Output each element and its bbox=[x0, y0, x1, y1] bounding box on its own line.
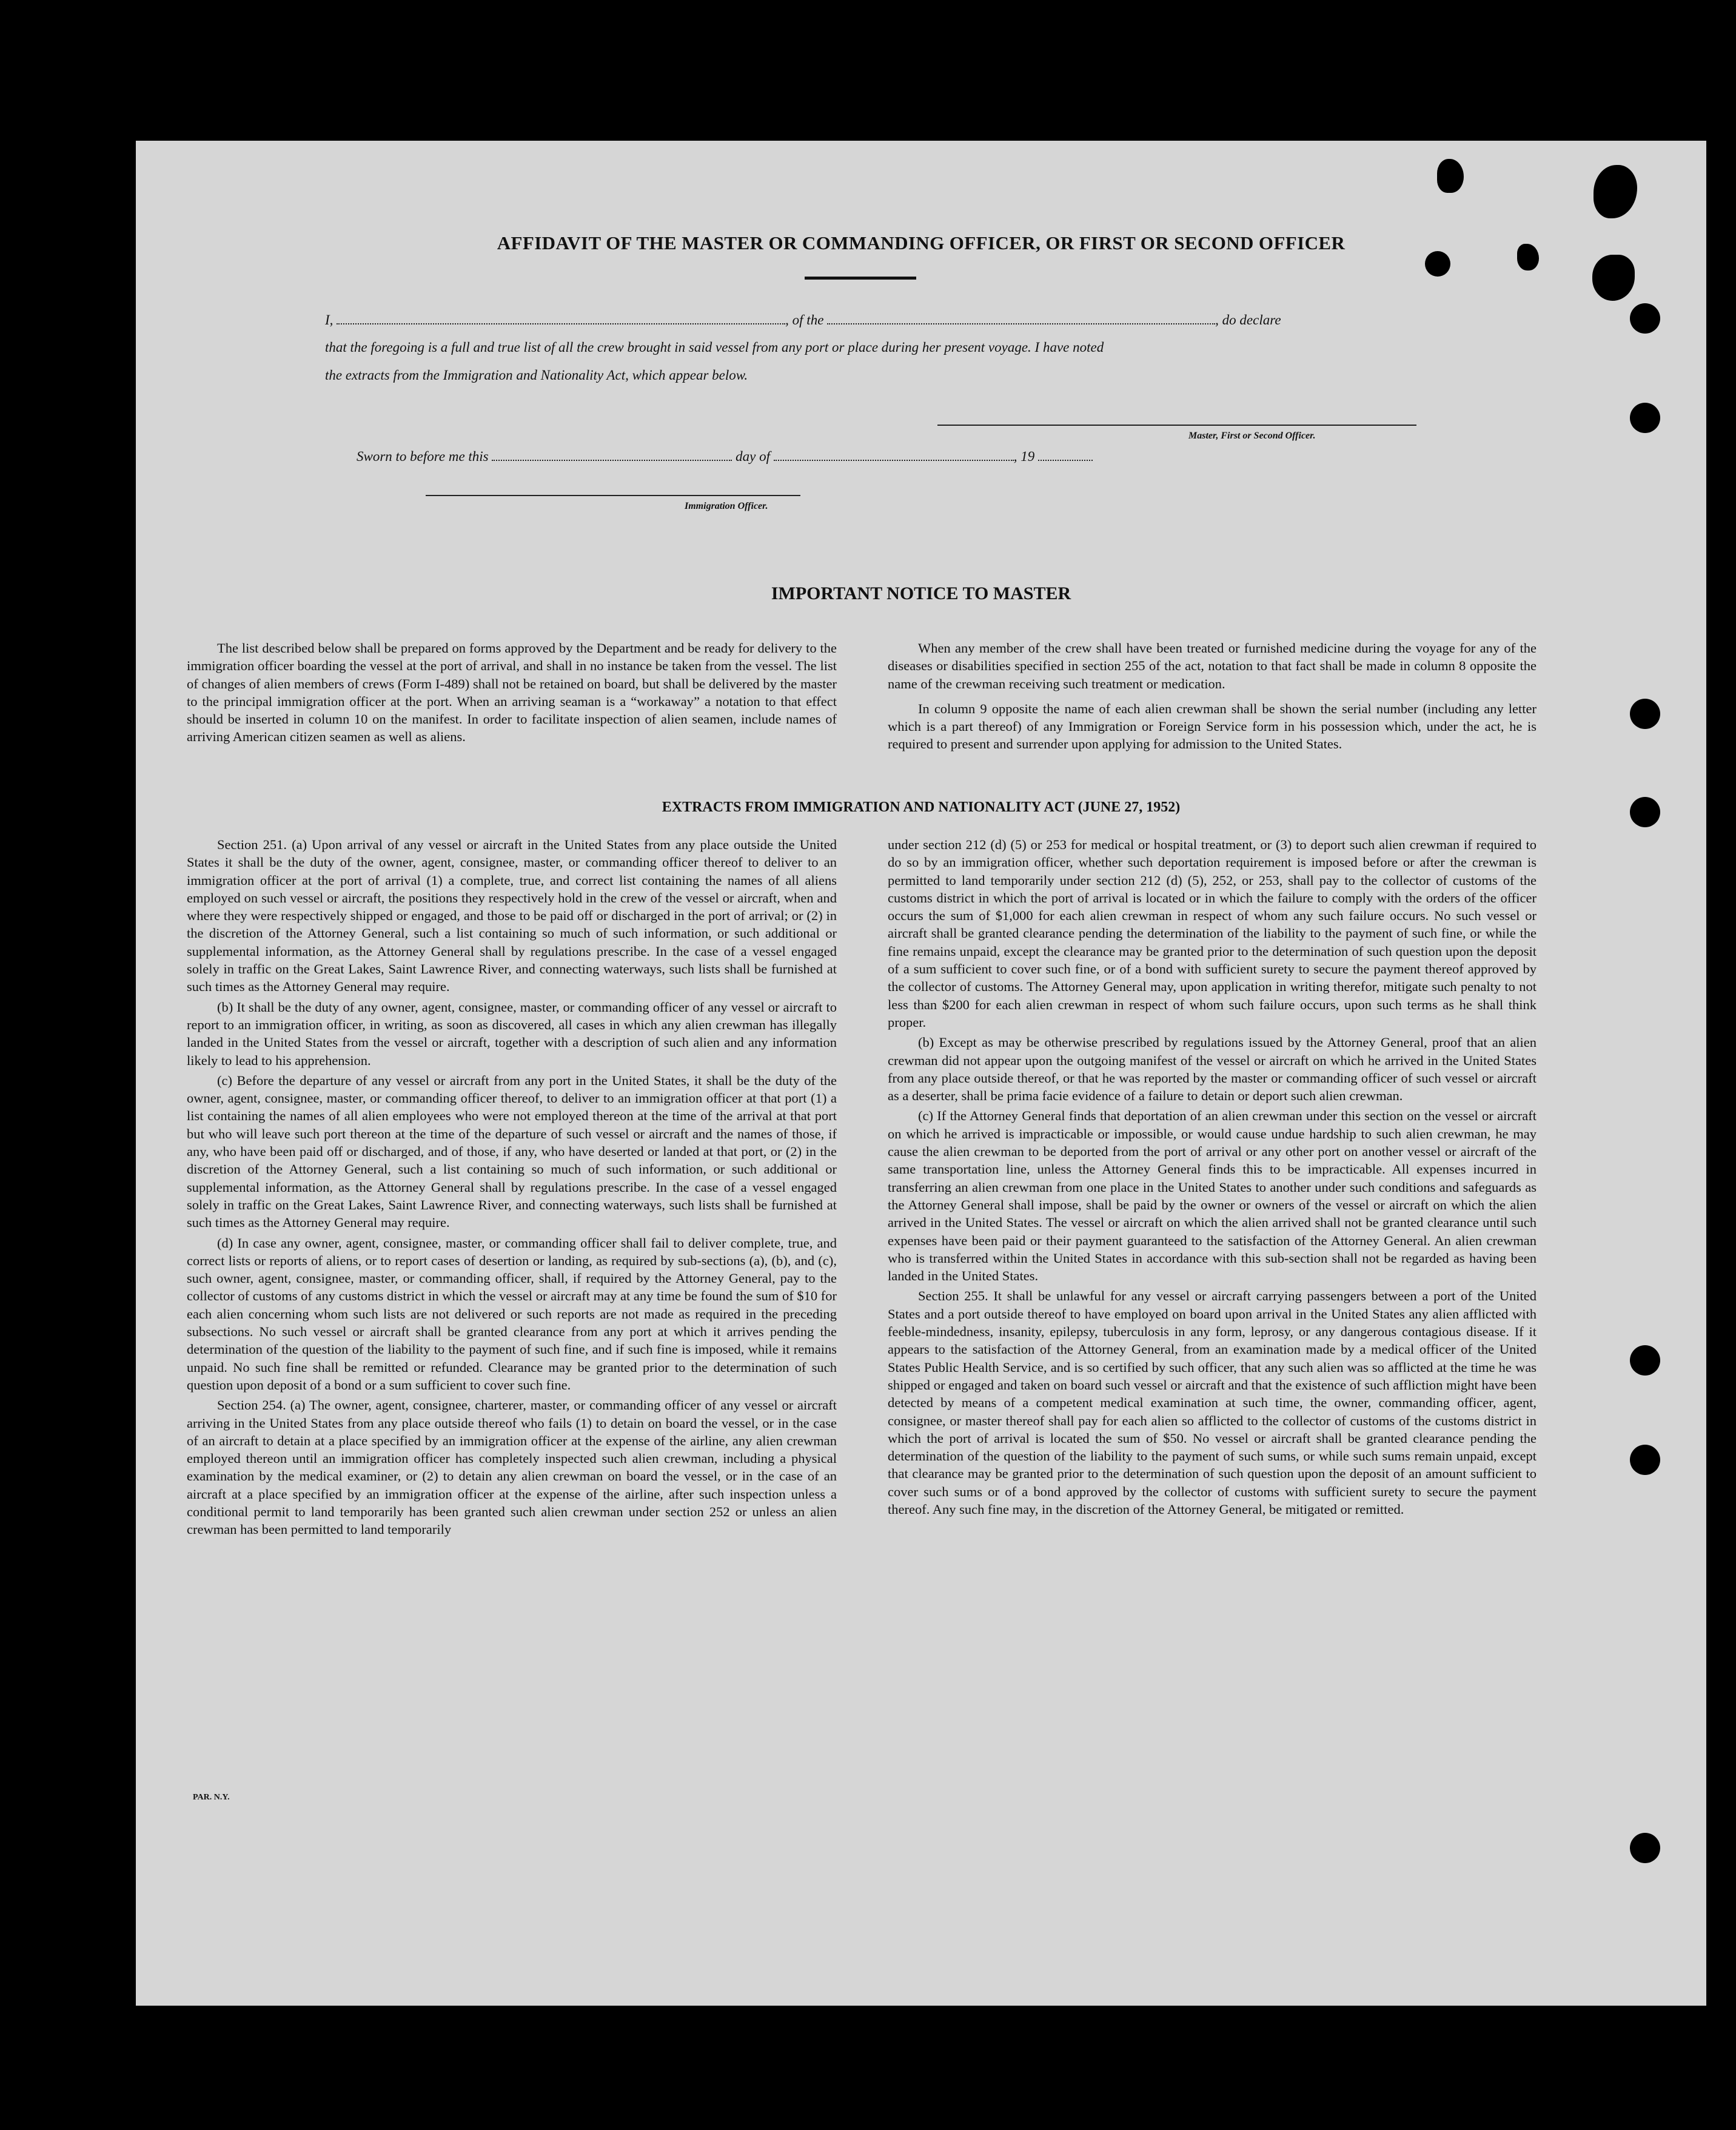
ink-blot bbox=[1592, 255, 1635, 301]
section-paragraph: under section 212 (d) (5) or 253 for medical or hospital treatment, or (3) to deport such alien crewman if required to do so by an immigration officer, whether such deportation requirement is imposed before or after the crewman is permitted to land temporarily under section 212 (d) (5), 252, or 253, shall pay to the collector of customs of the customs district in which the port of arrival is located or in which the failure to comply with the orders of the officer occurs the sum of $1,000 for each alien crewman in respect of whom any such failure occurs. No such vessel or aircraft shall be granted clearance pending the determination of the liability to the payment of such fine, or while the fine remains unpaid, except the clearance may be granted prior to the determination of such question upon the deposit of a sum sufficient to cover such fine, or of a bond with sufficient surety to secure the payment thereof approved by the collector of customs. The Attorney General may, upon application in writing therefor, mitigate such penalty to not less than $200 for each alien crewman in respect of whom such failure occurs, upon such terms as he shall think proper. bbox=[888, 837, 1537, 1030]
ink-blot bbox=[1594, 165, 1637, 218]
section-paragraph: Section 251. (a) Upon arrival of any vessel or aircraft in the United States from any place outside the United States it shall be the duty of the owner, agent, consignee, master, or commanding officer thereof to deliver to an immigration officer at the port of arrival (1) a complete, true, and correct list containing the names of all aliens employed on such vessel or aircraft, the positions they respectively hold in the crew of the vessel or aircraft, when and where they were respectively shipped or engaged, and those to be paid off or discharged in the port of arrival; or (2) in the discretion of the Attorney General, such a list containing so much of such information, or such additional or supplemental information, as the Attorney General shall by regulations prescribe. In the case of a vessel engaged solely in traffic on the Great Lakes, Saint Lawrence River, and connecting waterways, such lists shall be furnished at such times as the Attorney General may require. bbox=[187, 837, 837, 995]
master-signature-line[interactable] bbox=[937, 425, 1416, 426]
officer-signature-line[interactable] bbox=[426, 495, 800, 496]
sworn-month-field[interactable] bbox=[774, 451, 1014, 461]
sworn-label: Sworn to before me this bbox=[357, 449, 489, 464]
extracts-right-column bbox=[888, 836, 1537, 1518]
printer-mark: PAR. N.Y. bbox=[193, 1793, 230, 1802]
master-caption: Master, First or Second Officer. bbox=[1188, 431, 1316, 441]
punch-hole bbox=[1630, 1345, 1660, 1376]
of-the-label: , of the bbox=[785, 312, 824, 328]
notice-paragraph: The list described below shall be prepared on forms approved by the Department and be ready for delivery to the immigration officer boarding the vessel at the port of arrival, and shall in no instance be taken from the vessel. The list of changes of alien members of crews (Form I-489) shall not be retained on board, but shall be delivered by the master to the principal immigration officer at the port. When an arriving seaman is a “workaway” a notation to that effect should be inserted in column 10 on the manifest. In order to facilitate inspection of alien seamen, include names of arriving American citizen seamen as well as aliens. bbox=[187, 640, 837, 745]
extracts-left-column bbox=[187, 836, 837, 1539]
section-paragraph: (b) It shall be the duty of any owner, agent, consignee, master, or commanding officer of any vessel or aircraft to report to an immigration officer, in writing, as soon as discovered, all cases in which any alien crewman has illegally landed in the United States from the vessel or aircraft, together with a description of such alien and any information likely to lead to his apprehension. bbox=[187, 999, 837, 1068]
day-of-label: day of bbox=[736, 449, 770, 464]
punch-hole bbox=[1630, 403, 1660, 433]
name-field[interactable] bbox=[337, 315, 785, 324]
notice-left-column bbox=[187, 639, 837, 746]
section-paragraph: Section 254. (a) The owner, agent, consignee, charterer, master, or commanding officer of any vessel or aircraft arriving in the United States from any place outside thereof who fails (1) to detain on board the vessel, or in the case of an aircraft to detain at a place specified by an immigration officer at the expense of the airline, any alien crewman employed thereon until an immigration officer has completely inspected such alien crewman, including a physical examination by the medical examiner, or (2) to detain any alien crewman on board the vessel, or in the case of an aircraft at a place specified by an immigration officer at the expense of the airline, after such inspection unless a conditional permit to land temporarily has been granted such alien crewman under section 252 or unless an alien crewman has been permitted to land temporarily bbox=[187, 1397, 837, 1537]
declaration-line-1 bbox=[325, 312, 1526, 328]
notice-right-column bbox=[888, 639, 1537, 753]
section-paragraph: (c) Before the departure of any vessel or aircraft from any port in the United States, it shall be the duty of the owner, agent, consignee, master, or commanding officer thereof, to deliver to an immigration officer at that port (1) a list containing the names of all alien employees who were not employed thereon at the time of the arrival at that port but who will leave such port thereon at the time of the departure of such vessel or aircraft and the names of those, if any, who have been paid off or discharged, and of those, if any, who have deserted or landed at that port, or (2) in the discretion of the Attorney General, such a list containing so much of such information, or such additional or supplemental information, as the Attorney General shall by regulations prescribe. In the case of a vessel engaged solely in traffic on the Great Lakes, Saint Lawrence River, and connecting waterways, such lists shall be furnished at such times as the Attorney General may require. bbox=[187, 1072, 837, 1231]
sworn-year-field[interactable] bbox=[1038, 451, 1093, 461]
notice-paragraph: In column 9 opposite the name of each alien crewman shall be shown the serial number (including any letter which is a part thereof) of any Immigration or Foreign Service form in his possession which, under the act, he is required to present and surrender upon applying for admission to the United States. bbox=[888, 700, 1537, 752]
punch-hole bbox=[1630, 303, 1660, 334]
declaration-line-3: the extracts from the Immigration and Nationality Act, which appear below. bbox=[325, 368, 748, 383]
title-underline bbox=[805, 277, 916, 280]
notice-paragraph: When any member of the crew shall have been treated or furnished medicine during the voyage for any of the diseases or disabilities specified in section 255 of the act, notation to that fact shall be made in column 8 opposite the name of the crewman receiving such treatment or medication. bbox=[888, 640, 1537, 691]
punch-hole bbox=[1630, 699, 1660, 729]
form-page bbox=[136, 141, 1706, 2006]
year-label: , 19 bbox=[1013, 449, 1035, 464]
section-paragraph: (d) In case any owner, agent, consignee, master, or commanding officer shall fail to deliver complete, true, and correct lists or reports of aliens, or to report cases of desertion or landing, as required by sub-sections (a), (b), and (c), such owner, agent, consignee, master, or commanding officer, shall, if required by the Attorney General, pay to the collector of customs of any customs district in which the vessel or aircraft may at any time be found the sum of $10 for each alien concerning whom such lists are not delivered or such reports are not made as required in the preceding subsections. No such vessel or aircraft shall be granted clearance from any port at which it arrives pending the determination of the question of the liability to the payment of such fine, and if such fine is imposed, while it remains unpaid. No such fine shall be remitted or refunded. Clearance may be granted prior to the determination of such question upon deposit of a bond or a sum sufficient to cover such fine. bbox=[187, 1235, 837, 1393]
section-paragraph: (b) Except as may be otherwise prescribed by regulations issued by the Attorney General, proof that an alien crewman did not appear upon the outgoing manifest of the vessel or aircraft on which he arrived in the United States from any place outside thereof, or that he was reported by the master or commanding officer of such vessel or aircraft as a deserter, shall be prima facie evidence of a failure to detain or deport such alien crewman. bbox=[888, 1035, 1537, 1104]
affidavit-title: AFFIDAVIT OF THE MASTER OR COMMANDING OFFICER, OR FIRST OR SECOND OFFICER bbox=[497, 232, 1346, 254]
do-declare-label: , do declare bbox=[1215, 312, 1281, 328]
sworn-line bbox=[357, 449, 1557, 465]
sworn-day-field[interactable] bbox=[492, 451, 732, 461]
officer-caption: Immigration Officer. bbox=[685, 501, 768, 511]
section-paragraph: Section 255. It shall be unlawful for any vessel or aircraft carrying passengers between a port of the United States and a port outside thereof to have employed on board upon arrival in the United States any alien afflicted with feeble-mindedness, insanity, epilepsy, tuberculosis in any form, leprosy, or any dangerous contagious disease. If it appears to the satisfaction of the Attorney General, from an examination made by a medical officer of the United States Public Health Service, and is so certified by such officer, that any such alien was so afflicted at the time he was shipped or engaged and taken on board such vessel or aircraft and that the existence of such affliction might have been detected by means of a competent medical examination at such time, the owner, commanding officer, agent, consignee, or master thereof shall pay for each alien so afflicted to the collector of customs of the customs district in which the port of arrival is located the sum of $50. No vessel or aircraft shall be granted clearance pending the determination of the question of the liability to the payment of such sums, or while such sums remain unpaid, except that clearance may be granted prior to the determination of such question upon the deposit of an amount sufficient to cover such sums or of a bond approved by the collector of customs with sufficient surety to secure the payment thereof. Any such fine may, in the discretion of the Attorney General, be mitigated or remitted. bbox=[888, 1288, 1537, 1517]
vessel-field[interactable] bbox=[827, 315, 1215, 324]
extracts-heading: EXTRACTS FROM IMMIGRATION AND NATIONALITY ACT (JUNE 27, 1952) bbox=[662, 799, 1181, 815]
punch-hole bbox=[1630, 1833, 1660, 1863]
declaration-line-2: that the foregoing is a full and true list of all the crew brought in said vessel from any port or place during her present voyage. I have noted bbox=[325, 340, 1104, 355]
section-paragraph: (c) If the Attorney General finds that deportation of an alien crewman under this section on the vessel or aircraft on which he arrived is impracticable or impossible, or would cause undue hardship to such alien crewman, he may cause the alien crewman to be deported from the port of arrival or any other port on another vessel or aircraft of the same transportation line, unless the Attorney General finds this to be impracticable. All expenses incurred in transferring an alien crewman from one place in the United States to another under such conditions and safeguards as the Attorney General shall impose, shall be paid by the owner or owners of the vessel or aircraft on which the alien arrived in the United States. The vessel or aircraft on which the alien arrived shall not be granted clearance until such expenses have been paid or their payment guaranteed to the satisfaction of the Attorney General. An alien crewman who is transferred within the United States in accordance with this sub-section shall not be regarded as having been landed in the United States. bbox=[888, 1108, 1537, 1284]
ink-blot bbox=[1425, 251, 1450, 277]
punch-hole bbox=[1630, 1445, 1660, 1475]
notice-heading: IMPORTANT NOTICE TO MASTER bbox=[771, 583, 1071, 603]
ink-blot bbox=[1437, 159, 1464, 193]
i-label: I, bbox=[325, 312, 333, 328]
